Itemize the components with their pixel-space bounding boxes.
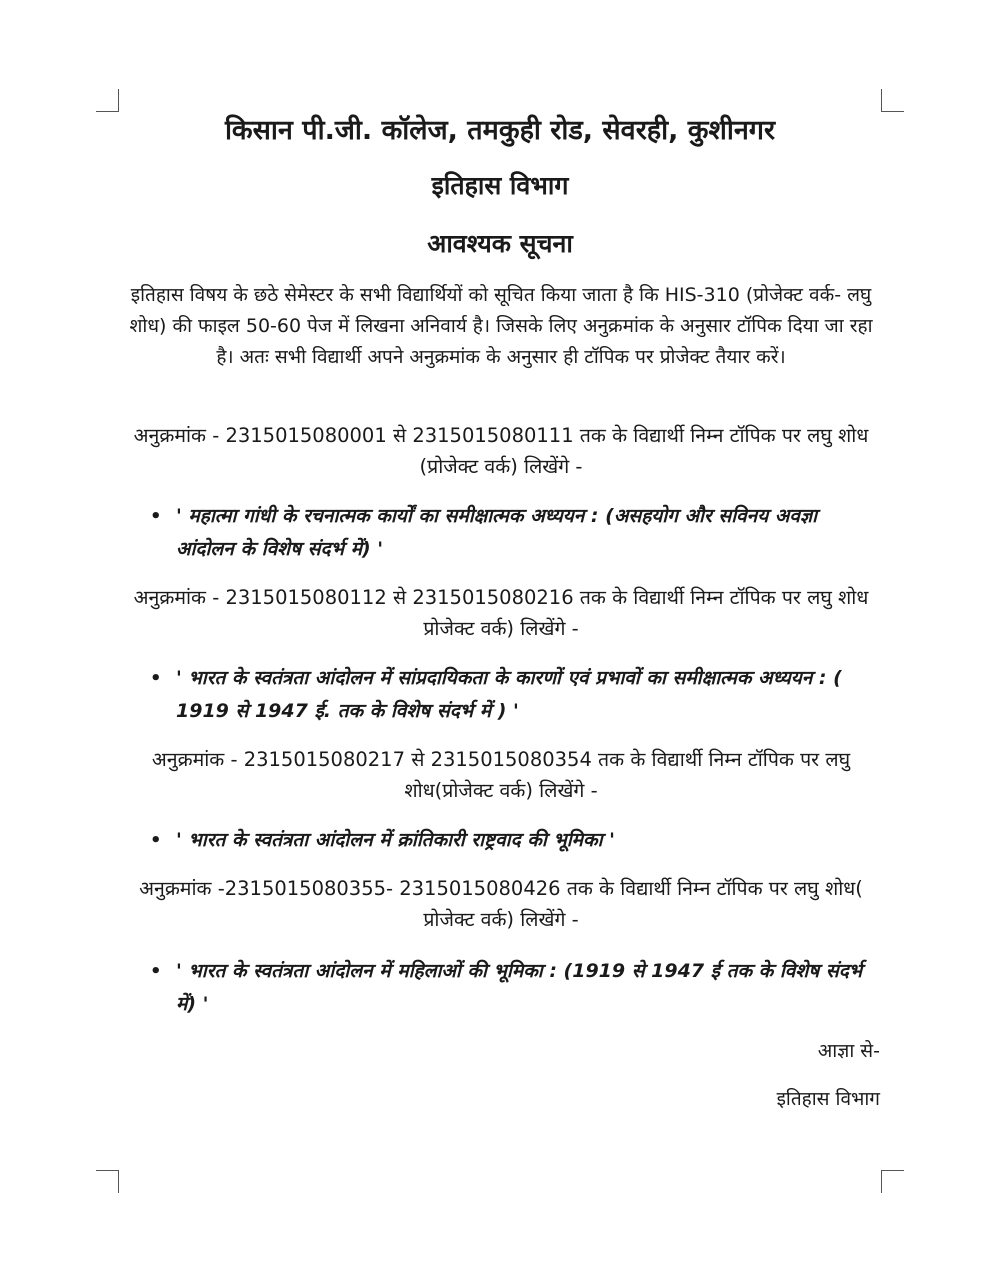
roll-range-2: अनुक्रमांक - 2315015080112 से 2315015080216 तक के विद्यार्थी निम्न टॉपिक पर लघु शोध प्रोजेक्ट वर्क) लिखेंगे - (133, 586, 869, 640)
bullet-icon: • (150, 668, 162, 689)
topic-item-1 (150, 500, 870, 566)
roll-range-3: अनुक्रमांक - 2315015080217 से 2315015080354 तक के विद्यार्थी निम्न टॉपिक पर लघु शोध(प्रोजेक्ट वर्क) लिखेंगे - (151, 748, 851, 802)
crop-mark-top-right (881, 89, 904, 112)
roll-range-1: अनुक्रमांक - 2315015080001 से 2315015080111 तक के विद्यार्थी निम्न टॉपिक पर लघु शोध (प्रोजेक्ट वर्क) लिखेंगे - (133, 424, 869, 478)
department-heading: इतिहास विभाग (431, 171, 569, 200)
topic-item-4 (150, 955, 870, 1021)
bullet-icon: • (150, 506, 162, 527)
topic-text-3: ' भारत के स्वतंत्रता आंदोलन में क्रांतिकारी राष्ट्रवाद की भूमिका ' (176, 829, 615, 851)
roll-range-4: अनुक्रमांक -2315015080355- 2315015080426 तक के विद्यार्थी निम्न टॉपिक पर लघु शोध( प्रोजेक्ट वर्क) लिखेंगे - (139, 877, 863, 931)
crop-mark-top-left (96, 89, 119, 112)
crop-mark-bottom-left (96, 1170, 119, 1193)
topic-item-2 (150, 662, 870, 728)
bullet-icon: • (150, 961, 162, 982)
intro-paragraph: इतिहास विषय के छठे सेमेस्टर के सभी विद्यार्थियों को सूचित किया जाता है कि HIS-310 (प्रोजेक्ट वर्क- लघु शोध) की फाइल 50-60 पेज में लिखना अनिवार्य है। जिसके लिए अनुक्रमांक के अनुसार टॉपिक दिया जा रहा है। अतः सभी विद्यार्थी अपने अनुक्रमांक के अनुसार ही टॉपिक पर प्रोजेक्ट तैयार करें। (129, 284, 873, 368)
topic-text-2: ' भारत के स्वतंत्रता आंदोलन में सांप्रदायिकता के कारणों एवं प्रभावों का समीक्षात्मक अध्ययन : ( 1919 से 1947 ई. तक के विशेष संदर्भ में ) ' (176, 667, 842, 722)
notice-title: आवश्यक सूचना (427, 229, 573, 258)
topic-text-4: ' भारत के स्वतंत्रता आंदोलन में महिलाओं की भूमिका : (1919 से 1947 ई तक के विशेष संदर्भ में) ' (176, 960, 863, 1015)
signature-line-1: आज्ञा से- (817, 1040, 880, 1062)
crop-mark-bottom-right (881, 1170, 904, 1193)
topic-text-1: ' महात्मा गांधी के रचनात्मक कार्यों का समीक्षात्मक अध्ययन : (असहयोग और सविनय अवज्ञा आंदोलन के विशेष संदर्भ में) ' (176, 505, 818, 560)
college-heading: किसान पी.जी. कॉलेज, तमकुही रोड, सेवरही, कुशीनगर (224, 115, 776, 146)
signature-department: इतिहास विभाग (776, 1088, 880, 1110)
bullet-icon: • (150, 830, 162, 851)
topic-item-3 (150, 824, 870, 857)
